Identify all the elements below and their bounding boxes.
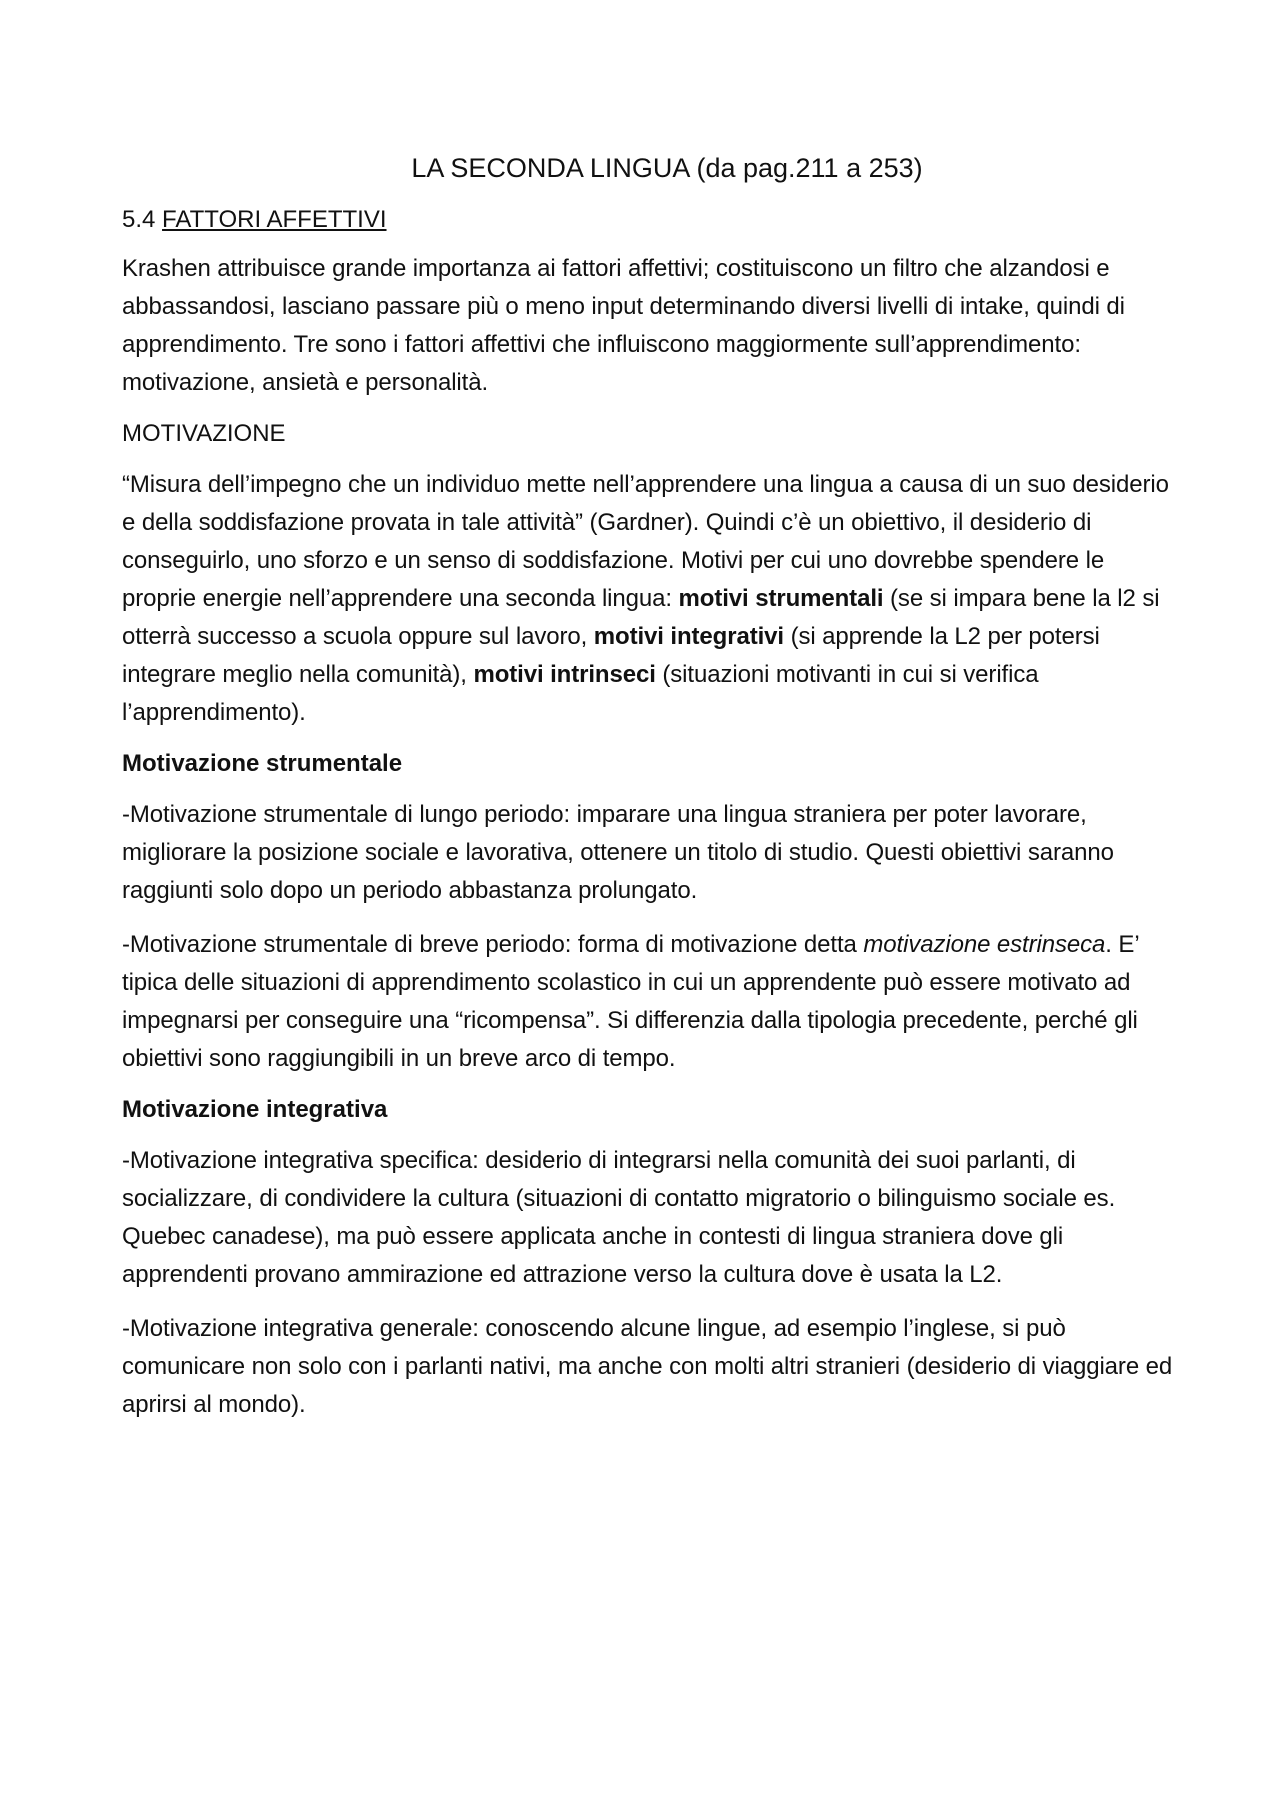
motivi-intrinseci-term: motivi intrinseci	[473, 661, 656, 688]
motivi-integrativi-term: motivi integrativi	[593, 623, 785, 650]
document-page	[122, 150, 1182, 1440]
intro-paragraph: Krashen attribuisce grande importanza ai fattori affettivi; costituiscono un filtro che alzandosi e abbassandosi, lasciano passare più o meno input determinando diversi livelli di intake, quindi di apprendimento. Tre sono i fattori affettivi che influiscono maggiormente sull’apprendimento: motivazione, ansietà e personalità.	[122, 255, 1125, 396]
document-title: LA SECONDA LINGUA (da pag.211 a 253)	[411, 153, 923, 183]
section-name: FATTORI AFFETTIVI	[162, 206, 387, 233]
motivi-strumentali-term: motivi strumentali	[678, 585, 884, 612]
integrativa-heading: Motivazione integrativa	[122, 1096, 388, 1123]
strumentale-short-term-paragraph	[122, 926, 1182, 1078]
motivi-integrativi-text: (si apprende la L2 per potersi integrare meglio nella comunità),	[122, 623, 1100, 688]
short-term-text-b: . E’ tipica delle situazioni di apprendimento scolastico in cui un apprendente può essere motivato ad impegnarsi per conseguire una “ricompensa”. Si differenzia dalla tipologia precedente, perché gli obiettivi sono raggiungibili in un breve arco di tempo.	[122, 931, 1139, 1072]
motivazione-paragraph	[122, 466, 1182, 732]
section-heading	[122, 204, 1182, 236]
short-term-text-a: -Motivazione strumentale di breve periodo: forma di motivazione detta	[122, 931, 864, 958]
motivazione-estrinseca-term: motivazione estrinseca	[863, 931, 1106, 958]
section-number: 5.4	[122, 206, 156, 233]
motivi-intrinseci-text: (situazioni motivanti in cui si verifica l’apprendimento).	[122, 661, 1039, 726]
integrativa-general-paragraph: -Motivazione integrativa generale: conoscendo alcune lingue, ad esempio l’inglese, si può comunicare non solo con i parlanti nativi, ma anche con molti altri stranieri (desiderio di viaggiare ed aprirsi al mondo).	[122, 1315, 1173, 1418]
motivi-strumentali-text: (se si impara bene la l2 si otterrà successo a scuola oppure sul lavoro,	[122, 585, 1160, 650]
motivazione-label: MOTIVAZIONE	[122, 420, 286, 447]
motivazione-definition: “Misura dell’impegno che un individuo mette nell’apprendere una lingua a causa di un suo desiderio e della soddisfazione provata in tale attività” (Gardner). Quindi c’è un obiettivo, il desiderio di conseguirlo, uno sforzo e un senso di soddisfazione. Motivi per cui uno dovrebbe spendere le proprie energie nell’apprendere una seconda lingua:	[122, 471, 1169, 612]
strumentale-long-term-paragraph: -Motivazione strumentale di lungo periodo: imparare una lingua straniera per poter lavorare, migliorare la posizione sociale e lavorativa, ottenere un titolo di studio. Questi obiettivi saranno raggiunti solo dopo un periodo abbastanza prolungato.	[122, 801, 1114, 904]
strumentale-heading: Motivazione strumentale	[122, 750, 403, 777]
integrativa-specific-paragraph: -Motivazione integrativa specifica: desiderio di integrarsi nella comunità dei suoi parlanti, di socializzare, di condividere la cultura (situazioni di contatto migratorio o bilinguismo sociale es. Quebec canadese), ma può essere applicata anche in contesti di lingua straniera dove gli apprendenti provano ammirazione ed attrazione verso la cultura dove è usata la L2.	[122, 1147, 1116, 1288]
